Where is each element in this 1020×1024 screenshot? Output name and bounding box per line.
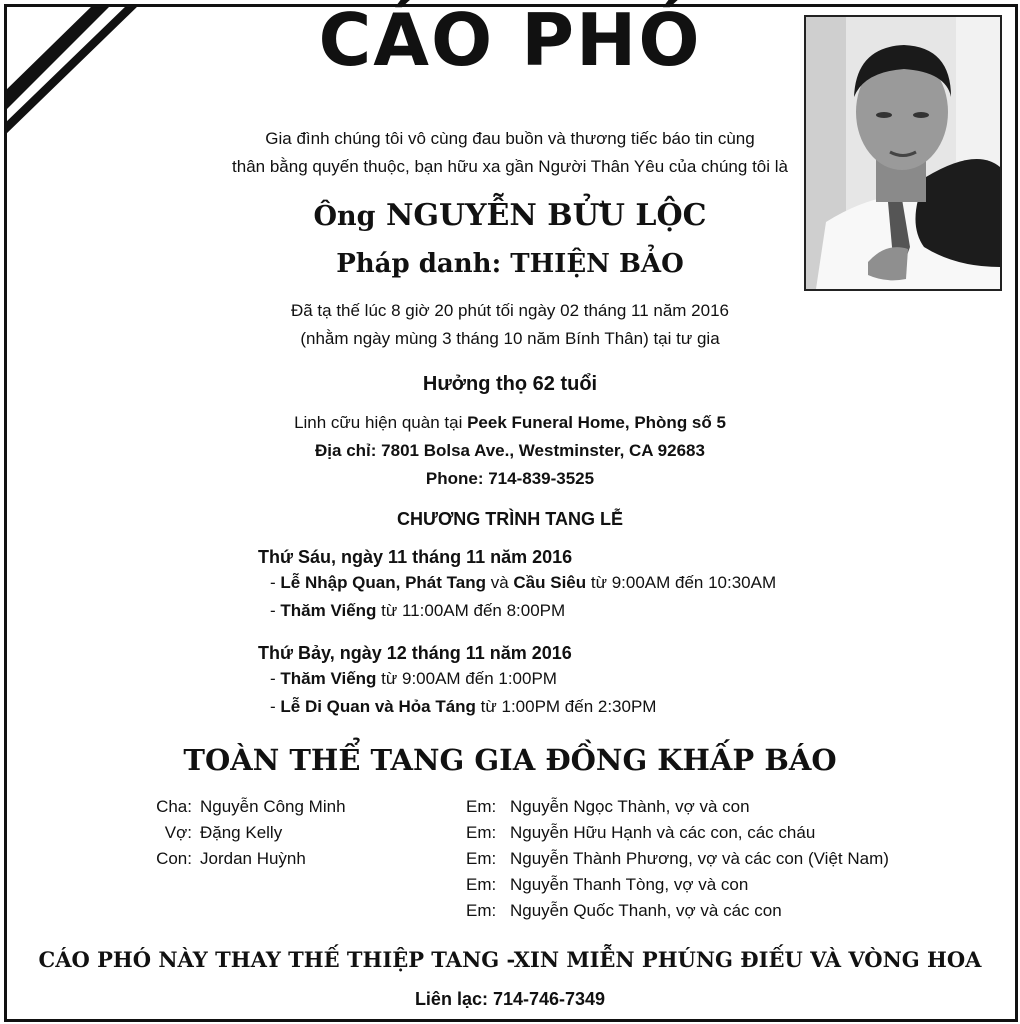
intro-line-2: thân bằng quyến thuộc, bạn hữu xa gần Người Thân Yêu của chúng tôi là — [232, 157, 788, 176]
relation-label: Em: — [466, 823, 497, 842]
dash: - — [270, 669, 281, 688]
death-line-2: (nhằm ngày mùng 3 tháng 10 năm Bính Thân) tại tư gia — [300, 329, 720, 348]
family-row — [466, 872, 889, 898]
intro-line-1: Gia đình chúng tôi vô cùng đau buồn và thương tiếc báo tin cùng — [265, 129, 755, 148]
death-line-1: Đã tạ thế lúc 8 giờ 20 phút tối ngày 02 tháng 11 năm 2016 — [290, 301, 730, 320]
schedule-day-2-item-2 — [258, 696, 656, 718]
family-member-name: Nguyễn Thành Phương, vợ và các con (Việt Nam) — [510, 849, 889, 868]
family-member-name: Nguyễn Thanh Tòng, vợ và con — [510, 875, 749, 894]
family-list-left — [150, 794, 346, 872]
dash: - — [270, 601, 281, 620]
family-member-name: Nguyễn Quốc Thanh, vợ và các con — [510, 901, 782, 920]
venue-prefix: Linh cữu hiện quàn tại — [294, 413, 463, 432]
relation-label: Em: — [466, 901, 497, 920]
relation-label: Em: — [466, 849, 497, 868]
schedule-day-1-item-1 — [258, 572, 776, 594]
schedule-day-2-date: Thứ Bảy, ngày 12 tháng 11 năm 2016 — [258, 643, 572, 663]
event-time: từ 9:00AM đến 1:00PM — [376, 669, 557, 688]
family-row — [150, 820, 346, 846]
event-name: Cầu Siêu — [513, 573, 587, 592]
program-title: CHƯƠNG TRÌNH TANG LỄ — [397, 509, 623, 529]
notice-title: CÁO PHÓ — [318, 0, 702, 82]
venue-address: Địa chỉ: 7801 Bolsa Ave., Westminster, CA 92683 — [315, 441, 705, 460]
dharma-value: THIỆN BẢO — [510, 249, 684, 279]
relation-label: Em: — [466, 797, 497, 816]
event-name: Lễ Di Quan và Hỏa Táng — [280, 697, 476, 716]
family-row — [150, 794, 346, 820]
dharma-name — [0, 246, 1020, 282]
family-member-name: Jordan Huỳnh — [200, 849, 306, 868]
event-time: từ 9:00AM đến 10:30AM — [586, 573, 777, 592]
family-announcement: TOÀN THỂ TANG GIA ĐỒNG KHẤP BÁO — [183, 743, 837, 777]
schedule-day-2-item-1 — [258, 668, 656, 690]
deceased-full-name: NGUYỄN BỬU LỘC — [385, 198, 707, 233]
event-name: Lễ Nhập Quan, Phát Tang — [280, 573, 486, 592]
venue-line — [0, 412, 1020, 434]
family-row — [466, 898, 889, 924]
event-time: từ 11:00AM đến 8:00PM — [376, 601, 566, 620]
connector: và — [485, 573, 514, 592]
deceased-prefix: Ông — [313, 201, 376, 232]
family-member-name: Nguyễn Công Minh — [200, 797, 346, 816]
schedule-day-2 — [258, 642, 656, 718]
relation-label: Con: — [156, 849, 192, 868]
family-member-name: Nguyễn Hữu Hạnh và các con, các cháu — [510, 823, 816, 842]
age-line: Hưởng thọ 62 tuổi — [422, 373, 598, 395]
family-row — [150, 846, 346, 872]
dharma-label: Pháp danh: — [336, 249, 502, 279]
family-row — [466, 794, 889, 820]
contact-line: Liên lạc: 714-746-7349 — [414, 989, 606, 1009]
venue-phone: Phone: 714-839-3525 — [425, 469, 595, 488]
family-list-right — [466, 794, 889, 924]
relation-label: Cha: — [156, 797, 192, 816]
schedule-day-1-date: Thứ Sáu, ngày 11 tháng 11 năm 2016 — [258, 547, 573, 567]
event-name: Thăm Viếng — [280, 669, 377, 688]
deceased-name — [0, 196, 1020, 237]
relation-label: Em: — [466, 875, 497, 894]
venue-place: Peek Funeral Home, Phòng số 5 — [467, 413, 726, 432]
family-member-name: Đặng Kelly — [200, 823, 283, 842]
event-time: từ 1:00PM đến 2:30PM — [475, 697, 657, 716]
footer-notice: CÁO PHÓ NÀY THAY THẾ THIỆP TANG -XIN MIỄN PHÚNG ĐIẾU VÀ VÒNG HOA — [38, 947, 982, 972]
dash: - — [270, 697, 281, 716]
family-member-name: Nguyễn Ngọc Thành, vợ và con — [510, 797, 750, 816]
dash: - — [270, 573, 281, 592]
schedule-day-1 — [258, 546, 776, 622]
schedule-day-1-item-2 — [258, 600, 776, 622]
relation-label: Vợ: — [164, 823, 192, 842]
family-row — [466, 846, 889, 872]
family-row — [466, 820, 889, 846]
event-name: Thăm Viếng — [280, 601, 377, 620]
